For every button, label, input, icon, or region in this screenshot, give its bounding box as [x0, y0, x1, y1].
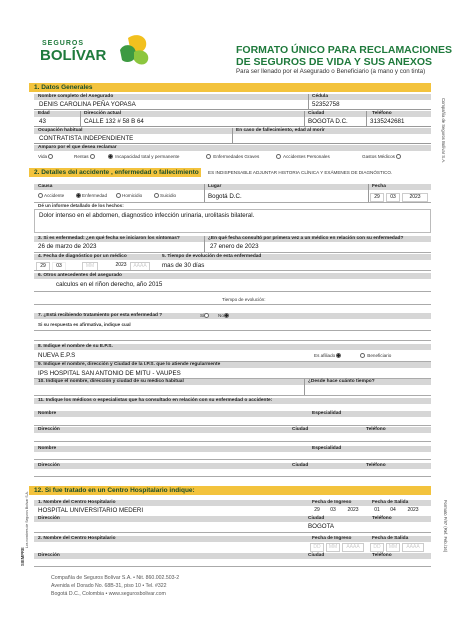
divider	[368, 184, 369, 202]
coverage-medical-label: Gastos Médicos	[362, 154, 395, 159]
left-vertical-text: Los nombres de Seguros Bolívar S.A.	[25, 491, 29, 548]
rule	[34, 291, 431, 292]
id-field[interactable]: 52352758	[312, 101, 340, 108]
affiliate-option[interactable]	[314, 353, 342, 359]
cause-illness[interactable]	[76, 193, 107, 199]
rule	[34, 395, 431, 396]
admission1-year[interactable]: 2023	[342, 507, 364, 514]
evolution-time-field[interactable]: mas de 30 días	[162, 262, 205, 269]
label-cause: Causa	[38, 184, 53, 189]
label-doctor2-phone: Teléfono	[366, 463, 386, 468]
section-2-header	[29, 168, 201, 177]
admission2-day[interactable]: DD	[310, 543, 324, 552]
coverage-accident-label: Accidentes Personales	[283, 154, 330, 159]
affiliate-label: Es afiliado	[314, 353, 336, 358]
rule	[34, 566, 431, 567]
coverage-life-label: Vida	[38, 154, 48, 159]
section-1-title: 1. Datos Generales	[34, 84, 93, 91]
label-coverage: Amparo por el que desea reclamar	[38, 145, 117, 150]
radio-icon[interactable]	[38, 193, 43, 198]
brand-line1: SEGUROS	[42, 40, 85, 47]
divider	[304, 379, 305, 395]
label-bar	[34, 446, 431, 452]
label-q3b: ¿En qué fecha consultó por primera vez a un médico en relación con su enfermedad?	[208, 236, 404, 241]
logo-icon	[114, 32, 154, 68]
cause-illness-label: Enfermedad	[82, 193, 108, 198]
label-hospital2-address: Dirección	[38, 553, 60, 558]
label-insured-name: Nombre completo del Asegurado	[38, 94, 114, 99]
label-date: Fecha	[372, 184, 386, 189]
label-admission1: Fecha de Ingreso	[312, 500, 352, 505]
rule	[34, 304, 431, 305]
label-doctor1-specialty: Especialidad	[312, 411, 342, 416]
eps-field[interactable]: NUEVA E.P.S	[38, 352, 76, 359]
label-q8: 8. Indique el nombre de su E.P.S.	[38, 344, 113, 349]
label-q3: 3. Si es enfermedad: ¿en qué fecha se iniciaron los síntomas?	[38, 236, 180, 241]
label-evolution: Tiempo de evolución:	[222, 297, 266, 302]
label-doctor1-address: Dirección	[38, 427, 60, 432]
radio-icon[interactable]	[90, 154, 95, 159]
divider	[308, 94, 309, 110]
label-q9: 9. Indique el nombre, dirección y Ciudad de la I.P.S. que lo atiende regularmente	[38, 362, 221, 367]
label-doctor2-address: Dirección	[38, 463, 60, 468]
section-2-title: 2. Detalles del accidente , enfermedad o fallecimiento	[34, 169, 199, 176]
radio-icon[interactable]	[116, 193, 121, 198]
radio-icon[interactable]	[396, 154, 401, 159]
section-12-header	[29, 486, 431, 495]
address-field[interactable]: CALLE 132 # 58 B 64	[84, 118, 144, 125]
occupation-field[interactable]: CONTRATISTA INDEPENDIENTE	[39, 135, 134, 142]
label-hospital2-city: Ciudad	[308, 553, 325, 558]
label-q10b: ¿Desde hace cuánto tiempo?	[308, 379, 375, 384]
cause-suicide-label: Suicidio	[160, 193, 177, 198]
coverage-accident[interactable]	[276, 154, 330, 160]
coverage-illness[interactable]	[206, 154, 259, 160]
treatment-no[interactable]	[218, 313, 230, 319]
age-field[interactable]: 43	[39, 118, 46, 125]
city-field[interactable]: BOGOTA D.C.	[308, 118, 348, 125]
divider	[204, 184, 205, 202]
footer-line2: Avenida el Dorado No. 68B-31, piso 10 • Tel. #322	[51, 583, 167, 589]
first-visit-field[interactable]: 27 enero de 2023	[210, 243, 259, 250]
section-12-title: 12. Si fue tratado en un Centro Hospitalario indique:	[34, 487, 195, 494]
label-age: Edad	[38, 111, 50, 116]
label-discharge1: Fecha de Salida	[372, 500, 409, 505]
admission2-month[interactable]: MM	[326, 543, 340, 552]
label-q11: 11. Indique los médicos o especialistas que ha consultado en relación con su enfermedad o accidente:	[38, 398, 273, 403]
label-bar	[34, 411, 431, 417]
footer-line1: Compañía de Seguros Bolívar S.A. • Nit. 860.002.503-2	[51, 575, 180, 581]
coverage-disability-label: Incapacidad total y permanente	[115, 154, 180, 159]
radio-icon[interactable]	[276, 154, 281, 159]
rule	[34, 340, 431, 341]
label-occupation: Ocupación habitual	[38, 128, 83, 133]
rule	[34, 476, 431, 477]
symptoms-date-field[interactable]: 26 de marzo de 2023	[38, 243, 97, 250]
label-discharge2: Fecha de Salida	[372, 536, 409, 541]
label-hospital1-address: Dirección	[38, 516, 60, 521]
date-month[interactable]: 03	[386, 193, 400, 202]
discharge2-day[interactable]: DD	[370, 543, 384, 552]
label-detail: Dé un informe detallado de los hechos:	[38, 203, 124, 208]
date-year[interactable]: 2023	[402, 193, 428, 202]
hospital1-city-field[interactable]: BOGOTA	[308, 523, 335, 530]
left-vertical-mark: SIEMPRE	[20, 547, 25, 566]
label-id: Cédula	[312, 94, 328, 99]
divider	[232, 128, 233, 144]
coverage-rent[interactable]	[74, 154, 96, 160]
rule	[34, 330, 431, 331]
discharge1-year[interactable]: 2023	[402, 507, 424, 514]
label-phone: Teléfono	[372, 111, 392, 116]
rule	[34, 252, 431, 253]
cause-accident-label: Accidente	[44, 193, 65, 198]
radio-checked-icon[interactable]	[224, 313, 229, 318]
radio-icon[interactable]	[206, 154, 211, 159]
beneficiary-option[interactable]	[360, 353, 391, 359]
discharge2-year[interactable]: AAAA	[402, 543, 424, 552]
treatment-yes-label: Sí	[200, 313, 205, 318]
coverage-life[interactable]	[38, 154, 54, 160]
label-q7b: Si su respuesta es afirmativa, indique cual	[38, 322, 131, 327]
ips-field[interactable]: IPS HOSPITAL SAN ANTONIO DE MITU - VAUPES	[38, 370, 181, 377]
radio-checked-icon[interactable]	[336, 353, 341, 358]
section-2-note: ES INDISPENSABLE ADJUNTAR HISTORIA CLÍNICA Y EXÁMENES DE DIAGNÓSTICO.	[208, 170, 393, 175]
coverage-medical[interactable]	[362, 154, 402, 160]
label-hospital2: 2. Nombre del Centro Hospitalario	[38, 536, 116, 541]
diagnosis-year-hint: AAAA	[130, 262, 150, 271]
discharge2-month[interactable]: MM	[386, 543, 400, 552]
side-company-text: Compañía de Seguros Bolívar S.A.	[441, 98, 446, 164]
treatment-yes[interactable]	[200, 313, 210, 319]
label-death-age: En caso de fallecimiento, edad al morir	[236, 128, 325, 133]
admission1-month[interactable]: 03	[326, 507, 340, 514]
label-hospital1-city: Ciudad	[308, 516, 325, 521]
label-q4: 4. Fecha de diagnóstico por un médico	[38, 254, 127, 259]
beneficiary-label: Beneficiario	[367, 353, 392, 358]
rule	[34, 459, 431, 460]
discharge1-month[interactable]: 04	[386, 507, 400, 514]
label-place: Lugar	[208, 184, 222, 189]
radio-icon[interactable]	[154, 193, 159, 198]
cause-homicide-label: Homicidio	[122, 193, 143, 198]
divider	[366, 111, 367, 127]
cause-homicide[interactable]	[116, 193, 142, 199]
label-doctor1-phone: Teléfono	[366, 427, 386, 432]
history-field[interactable]: calculos en el riñon derecho, año 2015	[56, 281, 163, 288]
label-city: Ciudad	[308, 111, 325, 116]
label-address: Dirección actual	[84, 111, 122, 116]
label-hospital1: 1. Nombre del Centro Hospitalario	[38, 500, 116, 505]
label-doctor1-name: Nombre	[38, 411, 57, 416]
brand-line2: BOLÍVAR	[40, 47, 107, 64]
radio-icon[interactable]	[48, 154, 53, 159]
label-hospital2-phone: Teléfono	[372, 553, 392, 558]
diagnosis-day[interactable]: 29	[36, 262, 50, 271]
label-hospital1-phone: Teléfono	[372, 516, 392, 521]
form-code: Formato F/97 (Ref. Feb./16)	[443, 500, 448, 553]
rule	[34, 532, 431, 533]
radio-icon[interactable]	[204, 313, 209, 318]
detail-text: Dolor intenso en el abdomen, diagnostico infección urinaria, urolitasis bilateral.	[39, 212, 255, 219]
hospital1-field[interactable]: HOSPITAL UNIVERSITARIO MEDERI	[38, 507, 144, 514]
rule	[34, 441, 431, 442]
diagnosis-month-hint: MM	[82, 262, 98, 271]
label-q7: 7. ¿Está recibiendo tratamiento por esta enfermedad ?	[38, 313, 163, 318]
divider	[304, 111, 305, 127]
form-title-line2: DE SEGUROS DE VIDA Y SUS ANEXOS	[236, 56, 433, 68]
footer-line3: Bogotá D.C., Colombia • www.segurosbolivar.com	[51, 591, 166, 597]
label-q6: 6. Otros antecedentes del asegurado	[38, 273, 122, 278]
discharge1-day[interactable]: 01	[370, 507, 384, 514]
cause-accident[interactable]	[38, 193, 64, 199]
coverage-rent-label: Rentas	[74, 154, 89, 159]
cause-suicide[interactable]	[154, 193, 176, 199]
label-doctor1-city: Ciudad	[292, 427, 309, 432]
radio-checked-icon[interactable]	[76, 193, 81, 198]
radio-checked-icon[interactable]	[108, 154, 113, 159]
diagnosis-year[interactable]: 2023	[112, 262, 130, 269]
label-q5: 5. Tiempo de evolución de esta enfermedad	[162, 254, 262, 259]
label-doctor2-city: Ciudad	[292, 463, 309, 468]
divider	[80, 111, 81, 127]
rule	[34, 425, 431, 426]
coverage-illness-label: Enfermedades Graves	[213, 154, 260, 159]
admission2-year[interactable]: AAAA	[342, 543, 364, 552]
rule	[34, 270, 431, 271]
detail-textarea[interactable]	[34, 209, 431, 233]
insured-name-field[interactable]: DENIS CAROLINA PEÑA YOPASA	[39, 101, 136, 108]
label-doctor2-name: Nombre	[38, 446, 57, 451]
place-field[interactable]: Bogotá D.C.	[208, 193, 242, 200]
divider	[204, 236, 205, 252]
form-title-line1: FORMATO ÚNICO PARA RECLAMACIONES	[236, 44, 453, 56]
radio-icon[interactable]	[360, 353, 365, 358]
label-q10: 10. Indique el nombre, dirección y ciudad de su médico habitual	[38, 379, 184, 384]
phone-field[interactable]: 3135242681	[370, 118, 405, 125]
admission1-day[interactable]: 29	[310, 507, 324, 514]
form-subtitle: Para ser llenado por el Asegurado o Beneficiario (a mano y con tinta)	[236, 68, 426, 75]
diagnosis-month[interactable]: 03	[52, 262, 66, 271]
label-admission2: Fecha de Ingreso	[312, 536, 352, 541]
date-day[interactable]: 29	[370, 193, 384, 202]
section-1-header	[29, 83, 431, 92]
coverage-disability[interactable]	[108, 154, 179, 160]
label-doctor2-specialty: Especialidad	[312, 446, 342, 451]
treatment-no-label: No	[218, 313, 224, 318]
